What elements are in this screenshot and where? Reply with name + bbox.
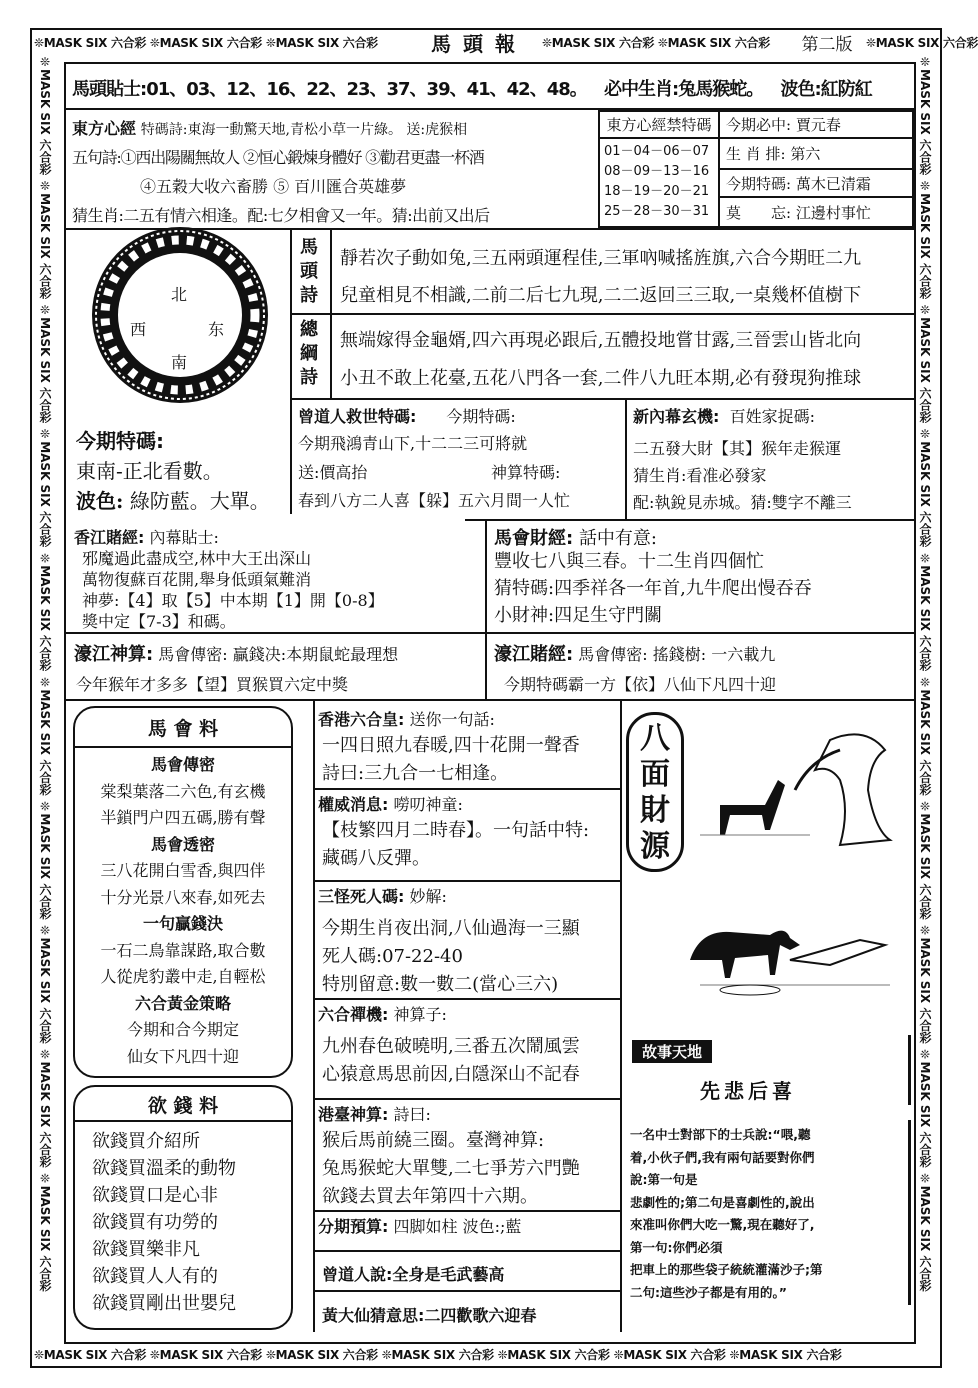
mid-section-sub: 四脚如柱 波色:;藍 bbox=[393, 1217, 522, 1236]
color-value: 綠防藍。大單。 bbox=[129, 489, 270, 513]
compass-west: 西 bbox=[130, 320, 147, 339]
story-body bbox=[630, 1124, 823, 1304]
story-line: 悲劇性的;第二句是喜劇性的,說出 bbox=[630, 1194, 815, 1210]
color-value: 紅防紅 bbox=[820, 79, 872, 100]
poem-line: 無端嫁得金龜婿,四六再現必跟后,五體投地嘗甘露,三晉雲山皆北向 bbox=[340, 330, 862, 351]
dog-icon bbox=[720, 780, 785, 835]
caijing-line: 豐收七八與三春。十二生肖四個忙 bbox=[494, 551, 764, 572]
bamian-title: 八面財源 bbox=[626, 712, 684, 872]
masthead-title: 馬頭報 bbox=[431, 32, 527, 56]
info-value: 第六 bbox=[790, 145, 821, 163]
mid-section-sub: 妙解: bbox=[409, 887, 447, 906]
forbidden-row: 18－19－20－21 bbox=[604, 184, 710, 199]
info-label: 莫 忘: bbox=[726, 203, 792, 222]
zodiac-label: 必中生肖: bbox=[604, 79, 679, 100]
block-line: 十分光景八來春,如死去 bbox=[100, 887, 266, 907]
mahui-liao-body bbox=[74, 752, 292, 1070]
tips-label: 馬頭貼士: bbox=[72, 79, 147, 100]
block-line: 今期和合今期定 bbox=[126, 1020, 239, 1039]
ox-icon bbox=[690, 931, 800, 978]
mid-section-line: 九州春色破曉明,三番五次鬧風雲 bbox=[322, 1036, 580, 1057]
haojiang-dujing-line: 今期特碼霸一方【依】八仙下凡四十迎 bbox=[504, 675, 777, 694]
yuqian-liao-title: 欲 錢 料 bbox=[147, 1095, 219, 1117]
block-head: 馬會透密 bbox=[150, 834, 215, 854]
mid-section-title: 六合禪機: bbox=[318, 1005, 389, 1024]
xiangjiang-line: 萬物復蘇百花開,舉身低頭氣難消 bbox=[82, 570, 312, 589]
yuqian-line: 欲錢買介紹所 bbox=[92, 1131, 200, 1152]
xiangjiang-line: 獎中定【7-3】和碼。 bbox=[82, 612, 236, 631]
zengdao-line: 春到八方二人喜【躲】五六月間一人忙 bbox=[298, 491, 571, 510]
yuqian-line: 欲錢買剛出世嬰兒 bbox=[92, 1293, 236, 1314]
forbidden-numbers bbox=[604, 142, 709, 222]
xiangjiang-body bbox=[82, 548, 384, 632]
huang-daxian: 黃大仙猜意思:二四歡歌六迎春 bbox=[322, 1306, 537, 1325]
mid-section-title: 香港六合皇: bbox=[318, 710, 405, 729]
info-value: 江邊村事忙 bbox=[795, 203, 871, 222]
xiangjiang-line: 邪魔過此盡成空,林中大王出深山 bbox=[82, 549, 312, 568]
compass-wheel bbox=[85, 220, 275, 410]
yuqian-line: 欲錢買人人有的 bbox=[92, 1266, 218, 1287]
haojiang-shensuan-header bbox=[74, 640, 398, 666]
poem-line: 靜若次子動如兔,三五兩頭運程佳,三軍吶喊搖旌旗,六合今期旺二九 bbox=[340, 248, 862, 269]
mid-section-line: 死人碼:07-22-40 bbox=[322, 946, 463, 967]
border-pattern: ❊MASK SIX 六合彩 ❊MASK SIX 六合彩 ❊MASK SIX 六合彩 ❊MASK SIX 六合彩 ❊MASK SIX 六合彩 ❊MASK SIX 六合彩 ❊MASK SIX 六合彩 bbox=[34, 1348, 842, 1362]
zodiac-value: 兔馬猴蛇。 bbox=[678, 79, 764, 100]
poem-label: 馬頭詩 bbox=[300, 237, 318, 306]
mid-section-line: 欲錢去買去年第四十六期。 bbox=[322, 1186, 538, 1207]
info-value: 賈元春 bbox=[795, 116, 841, 134]
color-label: 波色: bbox=[76, 489, 124, 513]
compass-east: 东 bbox=[208, 320, 225, 339]
zengdao-line: 今期飛鴻青山下,十二二三可將就 bbox=[298, 434, 528, 453]
zengdao-sub: 今期特碼: bbox=[446, 407, 516, 426]
info-row bbox=[726, 170, 871, 196]
yuqian-line: 欲錢買溫柔的動物 bbox=[92, 1158, 236, 1179]
special-label: 今期特碼: bbox=[76, 429, 164, 453]
block-line: 棠梨葉落二六色,有玄機 bbox=[100, 781, 266, 801]
block-line: 一石二鳥靠謀路,取合數 bbox=[100, 940, 266, 960]
haojiang-shensuan-title: 濠江神算: bbox=[74, 644, 154, 665]
mahui-liao-title: 馬 會 料 bbox=[147, 718, 219, 740]
mid-section-line: 兔馬猴蛇大單雙,二七爭芳六門艷 bbox=[322, 1158, 580, 1179]
five-lines-1: ①西出陽關無故人 ②恒心鍛煉身體好 ③勸君更盡一杯酒 bbox=[120, 148, 484, 167]
poem-line: 小丑不敢上花臺,五花八門各一套,二件八九旺本期,必有發現狗推球 bbox=[340, 368, 862, 389]
compass-south: 南 bbox=[171, 353, 188, 372]
xiangjiang-line: 神夢:【4】取【5】中本期【1】開【0-8】 bbox=[82, 591, 384, 610]
five-label: 五句詩: bbox=[72, 148, 121, 167]
caijing-body bbox=[494, 548, 812, 629]
story-title: 先悲后喜 bbox=[700, 1079, 796, 1103]
xinneimu-title: 新內幕玄機: bbox=[633, 407, 720, 426]
yuqian-liao-body bbox=[92, 1128, 236, 1317]
edition-label: 第二版 bbox=[801, 35, 853, 55]
xinneimu-line: 配:執銳見赤城。猜:雙字不離三 bbox=[633, 493, 852, 512]
border-pattern: ❊MASK SIX 六合彩 ❊MASK SIX 六合彩 ❊MASK SIX 六合彩 ❊MASK SIX 六合彩 ❊MASK SIX 六合彩 ❊MASK SIX 六合彩 ❊MASK SIX 六合彩 ❊MASK SIX 六合彩 ❊MASK SIX 六合彩 ❊MASK SIX 六合彩 bbox=[918, 55, 932, 1292]
xinneimu-sub: 百姓家捉碼: bbox=[729, 407, 815, 426]
info-row bbox=[726, 112, 841, 137]
caijing-title: 馬會財經: bbox=[494, 528, 574, 549]
story-line: 着,小伙子們,我有兩句話要對你們 bbox=[630, 1149, 815, 1165]
block-line: 人從虎豹叢中走,自輕松 bbox=[100, 967, 266, 986]
mid-section-sub: 詩曰: bbox=[393, 1105, 431, 1124]
block-head: 六合黃金策略 bbox=[134, 993, 231, 1013]
tips-numbers: 01、03、12、16、22、23、37、39、41、42、48。 bbox=[146, 79, 587, 100]
mid-section-sub: 神算子: bbox=[393, 1005, 447, 1024]
mid-section-sub: 送你一句話: bbox=[409, 710, 495, 729]
mid-section-title: 分期預算: bbox=[318, 1217, 389, 1236]
zeng-says: 曾道人說:全身是毛武藝高 bbox=[322, 1265, 505, 1284]
haojiang-dujing-title: 濠江賭經: bbox=[494, 644, 574, 665]
mid-section-line: 今期生肖夜出洞,八仙過海一三顯 bbox=[322, 918, 580, 939]
story-line: 把車上的那些袋子統統灌滿沙子;第 bbox=[630, 1262, 823, 1277]
info-label: 今期特碼: bbox=[726, 174, 792, 193]
block-line: 三八花開白雪香,與四伴 bbox=[100, 861, 266, 880]
poem-label: 總綱詩 bbox=[300, 319, 318, 388]
caijing-sub: 話中有意: bbox=[578, 528, 658, 549]
haojiang-dujing-header bbox=[494, 640, 775, 666]
illustration-dog-and-ox bbox=[690, 720, 915, 1020]
story-line: 二句:這些沙子都是有用的。” bbox=[630, 1284, 787, 1300]
mid-section-line: 藏碼八反彈。 bbox=[322, 848, 430, 869]
caijing-line: 猜特碼:四季祥各一年首,九牛爬出慢吞吞 bbox=[494, 578, 812, 599]
info-label: 今期必中: bbox=[726, 116, 792, 134]
poem-line: 兒童相見不相識,二前二后七九現,二二返回三三取,一桌幾杯值樹下 bbox=[340, 285, 862, 306]
dongfang-title: 東方心經 bbox=[72, 119, 137, 138]
info-value: 萬木已清霜 bbox=[795, 174, 871, 193]
border-pattern: ❊MASK SIX 六合彩 ❊MASK SIX 六合彩 ❊MASK SIX 六合彩 bbox=[34, 36, 378, 50]
story-tag: 故事天地 bbox=[632, 1040, 712, 1063]
story-line: 一名中士對部下的士兵說:“喂,聽 bbox=[630, 1127, 811, 1142]
story-line: 來准叫你們大吃一驚,現在聽好了, bbox=[630, 1217, 815, 1232]
story-line: 說:第一句是 bbox=[630, 1172, 698, 1187]
zengdao-header bbox=[298, 404, 516, 427]
mid-section-sub: 嘮叨神童: bbox=[393, 795, 463, 814]
mid-section-header bbox=[318, 1102, 431, 1125]
five-poem-1 bbox=[72, 145, 484, 168]
block-line: 半鎖門户四五碼,勝有聲 bbox=[100, 808, 266, 827]
story-line: 第一句:你們必須 bbox=[630, 1239, 723, 1255]
xinneimu-header bbox=[633, 404, 815, 427]
mid-section-line: 一四日照九春暖,四十花開一聲香 bbox=[322, 735, 580, 756]
dongfang-poem: 特碼詩:東海一動驚天地,青松小草一片綠。 送:虎猴相 bbox=[140, 122, 468, 138]
color-label: 波色: bbox=[780, 79, 821, 100]
guess-line: 猜生肖:二五有情六相逢。配:七夕相會又一年。猜:出前又出后 bbox=[72, 206, 490, 225]
forbidden-title: 東方心經禁特碼 bbox=[606, 116, 712, 134]
mid-section-header bbox=[318, 792, 463, 815]
mid-section-line: 特別留意:數一數二(當心三六) bbox=[322, 974, 559, 995]
forbidden-row: 25－28－30－31 bbox=[604, 204, 710, 219]
mid-section-line: 詩曰:三九合一七相逢。 bbox=[322, 763, 509, 784]
caijing-line: 小財神:四足生守門關 bbox=[494, 605, 663, 626]
mid-section-header bbox=[318, 707, 495, 730]
info-label: 生 肖 排: bbox=[726, 145, 786, 163]
zengdao-calc: 神算特碼: bbox=[491, 463, 561, 482]
mid-section-line: 【枝繁四月二時春】。一句話中特: bbox=[322, 820, 590, 841]
yuqian-line: 欲錢買口是心非 bbox=[92, 1185, 218, 1206]
mid-section-header bbox=[318, 884, 447, 907]
zengdao-title: 曾道人救世特碼: bbox=[298, 407, 417, 426]
info-row bbox=[726, 139, 820, 168]
five-poem-2: ④五穀大收六畜勝 ⑤ 百川匯合英雄夢 bbox=[140, 177, 407, 196]
mid-section-title: 三怪死人碼: bbox=[318, 887, 405, 906]
compass-north: 北 bbox=[171, 285, 188, 304]
zengdao-send: 送:價高抬 bbox=[298, 463, 368, 482]
border-pattern: ❊MASK SIX 六合彩 bbox=[866, 36, 978, 50]
haojiang-shensuan-sub: 馬會傳密: 贏錢决:本期鼠蛇最理想 bbox=[158, 645, 399, 664]
haojiang-shensuan-line: 今年猴年才多多【望】買猴買六定中獎 bbox=[76, 675, 349, 694]
xiangjiang-header bbox=[74, 525, 219, 548]
mid-section-title: 港臺神算: bbox=[318, 1105, 389, 1124]
xiangjiang-sub: 內幕貼士: bbox=[149, 528, 219, 547]
border-pattern: ❊MASK SIX 六合彩 ❊MASK SIX 六合彩 bbox=[542, 36, 770, 50]
xinneimu-line: 猜生肖:看准必發家 bbox=[633, 466, 767, 485]
info-row bbox=[726, 198, 871, 226]
mid-section-header bbox=[318, 1214, 521, 1237]
mid-section-header bbox=[318, 1002, 447, 1025]
block-head: 馬會傳密 bbox=[150, 755, 215, 774]
caijing-header bbox=[494, 524, 657, 550]
forbidden-row: 08－09－13－16 bbox=[604, 164, 710, 179]
dongfang-header bbox=[72, 116, 467, 139]
border-pattern: ❊MASK SIX 六合彩 ❊MASK SIX 六合彩 ❊MASK SIX 六合彩 ❊MASK SIX 六合彩 ❊MASK SIX 六合彩 ❊MASK SIX 六合彩 ❊MASK SIX 六合彩 ❊MASK SIX 六合彩 ❊MASK SIX 六合彩 ❊MASK SIX 六合彩 bbox=[38, 55, 52, 1292]
special-color bbox=[76, 485, 270, 514]
mid-section-title: 權威消息: bbox=[318, 795, 389, 814]
yuqian-line: 欲錢買樂非凡 bbox=[92, 1239, 200, 1260]
special-line: 東南-正北看數。 bbox=[76, 459, 223, 483]
block-head: 一句贏錢決 bbox=[142, 914, 223, 933]
mid-section-line: 心猿意馬思前因,白隱深山不記春 bbox=[322, 1064, 580, 1085]
tips-row bbox=[72, 75, 872, 101]
xiangjiang-title: 香江賭經: bbox=[74, 528, 145, 547]
xinneimu-line: 二五發大財【其】猴年走猴運 bbox=[633, 439, 842, 458]
mid-section-line: 猴后馬前繞三圈。臺灣神算: bbox=[322, 1130, 545, 1151]
haojiang-dujing-sub: 馬會傳密: 搖錢樹: 一六載九 bbox=[578, 645, 776, 664]
forbidden-row: 01－04－06－07 bbox=[604, 144, 710, 159]
yuqian-line: 欲錢買有功勞的 bbox=[92, 1212, 218, 1233]
block-line: 仙女下凡四十迎 bbox=[126, 1046, 239, 1066]
